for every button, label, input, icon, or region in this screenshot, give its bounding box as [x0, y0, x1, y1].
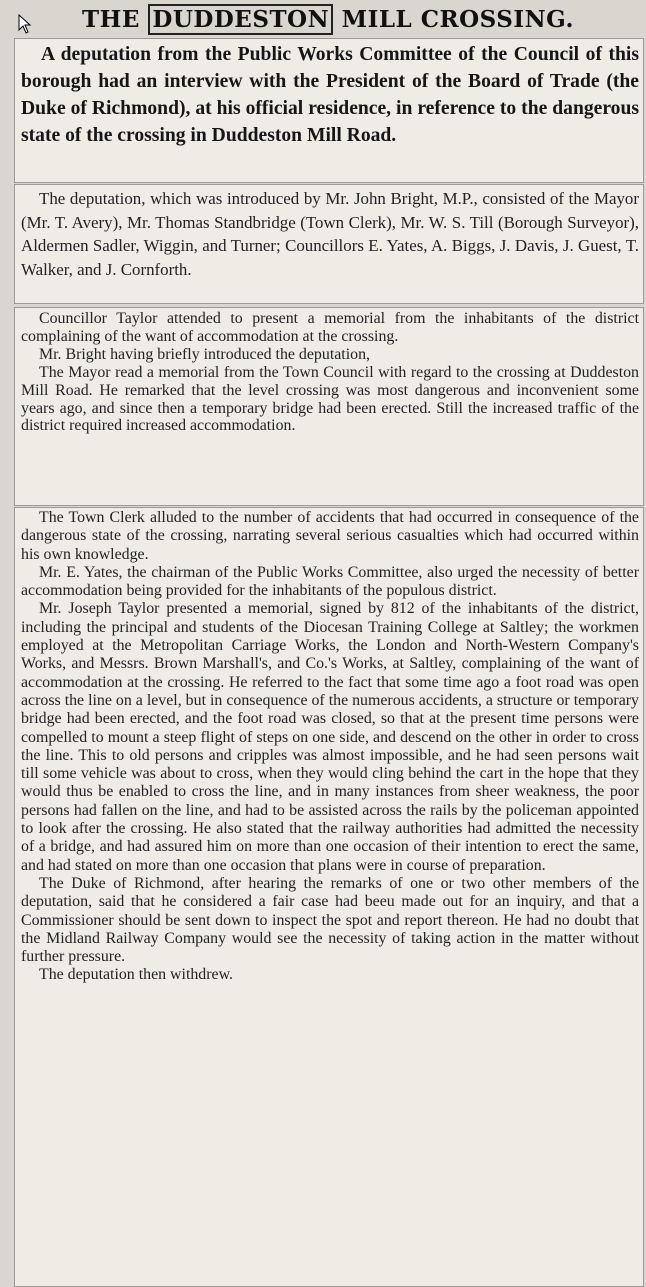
- paragraph: Mr. E. Yates, the chairman of the Public Works Committee, also urged the necessity of better accommodation being provided for the inhabitants of the populous district.: [21, 563, 639, 600]
- paragraph: Councillor Taylor attended to present a memorial from the inhabitants of the district complaining of the want of accommodation at the crossing.: [21, 310, 639, 345]
- paragraph: Mr. Joseph Taylor presented a memorial, signed by 812 of the inhabitants of the district, including the principal and students of the Diocesan Training College at Saltley; the workmen employed at the Metropolitan Carriage Works, the London and North-Western Company's Works, and Messrs. Brown Marshall's, and Co.'s Works, at Saltley, complaining of the want of accommodation at the crossing. He referred to the fact that some time ago a foot road was open across the line on a level, but in consequence of the numerous accidents, a structure or temporary bridge had been erected, and the foot road was closed, so that at the present time persons were compelled to mount a steep flight of steps on one side, and descend on the other in order to cross the line. This to old persons and cripples was almost impossible, and he had seen persons wait till some vehicle was about to cross, when they would cling behind the cart in the hope that they would thus be enabled to cross the line, and in many instances from sheer weakness, the poor persons had fallen on the line, and had to be assisted across the rails by the policeman appointed to look after the crossing. He also stated that the railway authorities had admitted the necessity of a bridge, and had assured him on more than one occasion of their intention to erect the same, and had stated on more than one occasion that plans were in course of preparation.: [21, 600, 639, 874]
- paragraph: The Mayor read a memorial from the Town Council with regard to the crossing at Duddeston Mill Road. He remarked that the level crossing was most dangerous and inconvenient some years ago, and since then a temporary bridge had been erected. Still the increased traffic of the district required increased accommodation.: [21, 363, 639, 435]
- paragraph: The Town Clerk alluded to the number of accidents that had occurred in consequence of the dangerous state of the crossing, narrating several serious casualties which had occurred within his own knowledge.: [21, 509, 639, 563]
- headline-boxed-word: DUDDESTON: [148, 4, 333, 35]
- lead-clipping: [14, 38, 644, 183]
- paragraph: The deputation, which was introduced by Mr. John Bright, M.P., consisted of the Mayor (Mr. T. Avery), Mr. Thomas Standbridge (Town Clerk), Mr. W. S. Till (Borough Surveyor), Aldermen Sadler, Wiggin, and Turner; Councillors E. Yates, A. Biggs, J. Davis, J. Guest, T. Walker, and J. Cornforth.: [21, 189, 639, 279]
- paragraph: The deputation then withdrew.: [39, 966, 234, 984]
- lead-paragraph: A deputation from the Public Works Committee of the Council of this borough had an interview with the President of the Board of Trade (the Duke of Richmond), at his official residence, in reference to the dangerous state of the crossing in Duddeston Mill Road.: [21, 44, 639, 146]
- paragraph: Mr. Bright having briefly introduced the deputation,: [39, 345, 370, 363]
- proceedings-clipping: [14, 507, 644, 1287]
- memorial-clipping: [14, 307, 644, 506]
- headline: [14, 2, 642, 38]
- headline-suffix: MILL CROSSING.: [333, 6, 574, 33]
- paragraph: The Duke of Richmond, after hearing the remarks of one or two other members of the deputation, said that he considered a fair case had beeu made out for an inquiry, and that a Commissioner should be sent down to inspect the spot and report thereon. He had no doubt that the Midland Railway Company would see the necessity of taking action in the matter without further pressure.: [21, 874, 639, 966]
- headline-prefix: THE: [82, 6, 149, 33]
- deputation-members-clipping: [14, 184, 644, 304]
